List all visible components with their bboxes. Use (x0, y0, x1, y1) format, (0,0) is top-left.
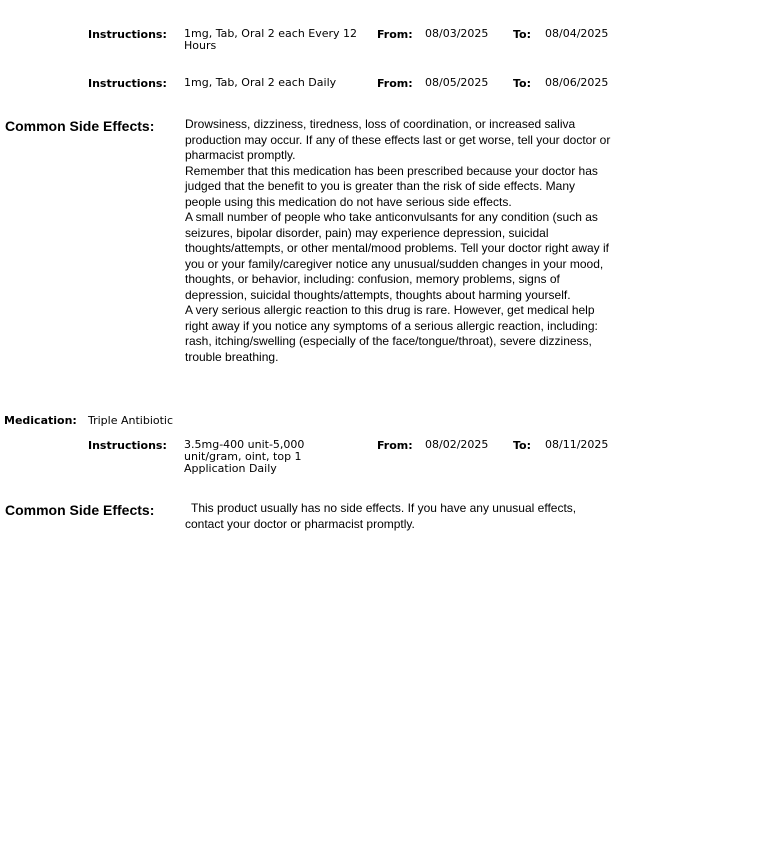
from-date: 08/05/2025 (425, 76, 489, 89)
side-effects-paragraph: This product usually has no side effects. If you have any unusual effects, contact your doctor or pharmacist promptly. (185, 501, 577, 531)
medication-label: Medication: (4, 414, 77, 427)
side-effects-paragraph: Remember that this medication has been prescribed because your doctor has judged that the benefit to you is greater than the risk of side effects. Many people using this medication do not have serious side effects. (185, 163, 598, 209)
to-label: To: (513, 439, 531, 452)
from-label: From: (377, 439, 413, 452)
side-effects-paragraph: A very serious allergic reaction to this drug is rare. However, get medical help right away if you notice any symptoms of a serious allergic reaction, including: rash, itching/swelling (especially of the face/tongue/throat), severe dizziness, trouble breathing. (185, 303, 598, 364)
medication-name: Triple Antibiotic (88, 414, 174, 427)
from-date: 08/03/2025 (425, 27, 489, 40)
to-date: 08/06/2025 (545, 76, 609, 89)
instructions-label: Instructions: (88, 77, 167, 90)
side-effects-text (185, 501, 585, 532)
from-date: 08/02/2025 (425, 438, 489, 451)
instructions-label: Instructions: (88, 439, 167, 452)
to-label: To: (513, 28, 531, 41)
from-label: From: (377, 28, 413, 41)
side-effects-paragraph: Drowsiness, dizziness, tiredness, loss of coordination, or increased saliva production may occur. If any of these effects last or get worse, tell your doctor or pharmacist promptly. (185, 117, 611, 162)
to-date: 08/11/2025 (545, 438, 609, 451)
to-label: To: (513, 77, 531, 90)
instructions-label: Instructions: (88, 28, 167, 41)
instructions-value: 3.5mg-400 unit-5,000 unit/gram, oint, top 1 Application Daily (184, 438, 305, 475)
side-effects-text (185, 117, 613, 365)
common-side-effects-label: Common Side Effects: (5, 502, 155, 518)
side-effects-paragraph: A small number of people who take anticonvulsants for any condition (such as seizures, bipolar disorder, pain) may experience depression, suicidal thoughts/attempts, or other mental/mood problems. Tell your doctor right away if you or your family/caregiver notice any unusual/sudden changes in your mood, thoughts, or behavior, including: confusion, memory problems, signs of depression, suicidal thoughts/attempts, thoughts about harming yourself. (185, 210, 609, 302)
common-side-effects-label: Common Side Effects: (5, 118, 155, 134)
from-label: From: (377, 77, 413, 90)
instructions-value: 1mg, Tab, Oral 2 each Daily (184, 76, 337, 89)
to-date: 08/04/2025 (545, 27, 609, 40)
instructions-value: 1mg, Tab, Oral 2 each Every 12 Hours (184, 27, 358, 52)
